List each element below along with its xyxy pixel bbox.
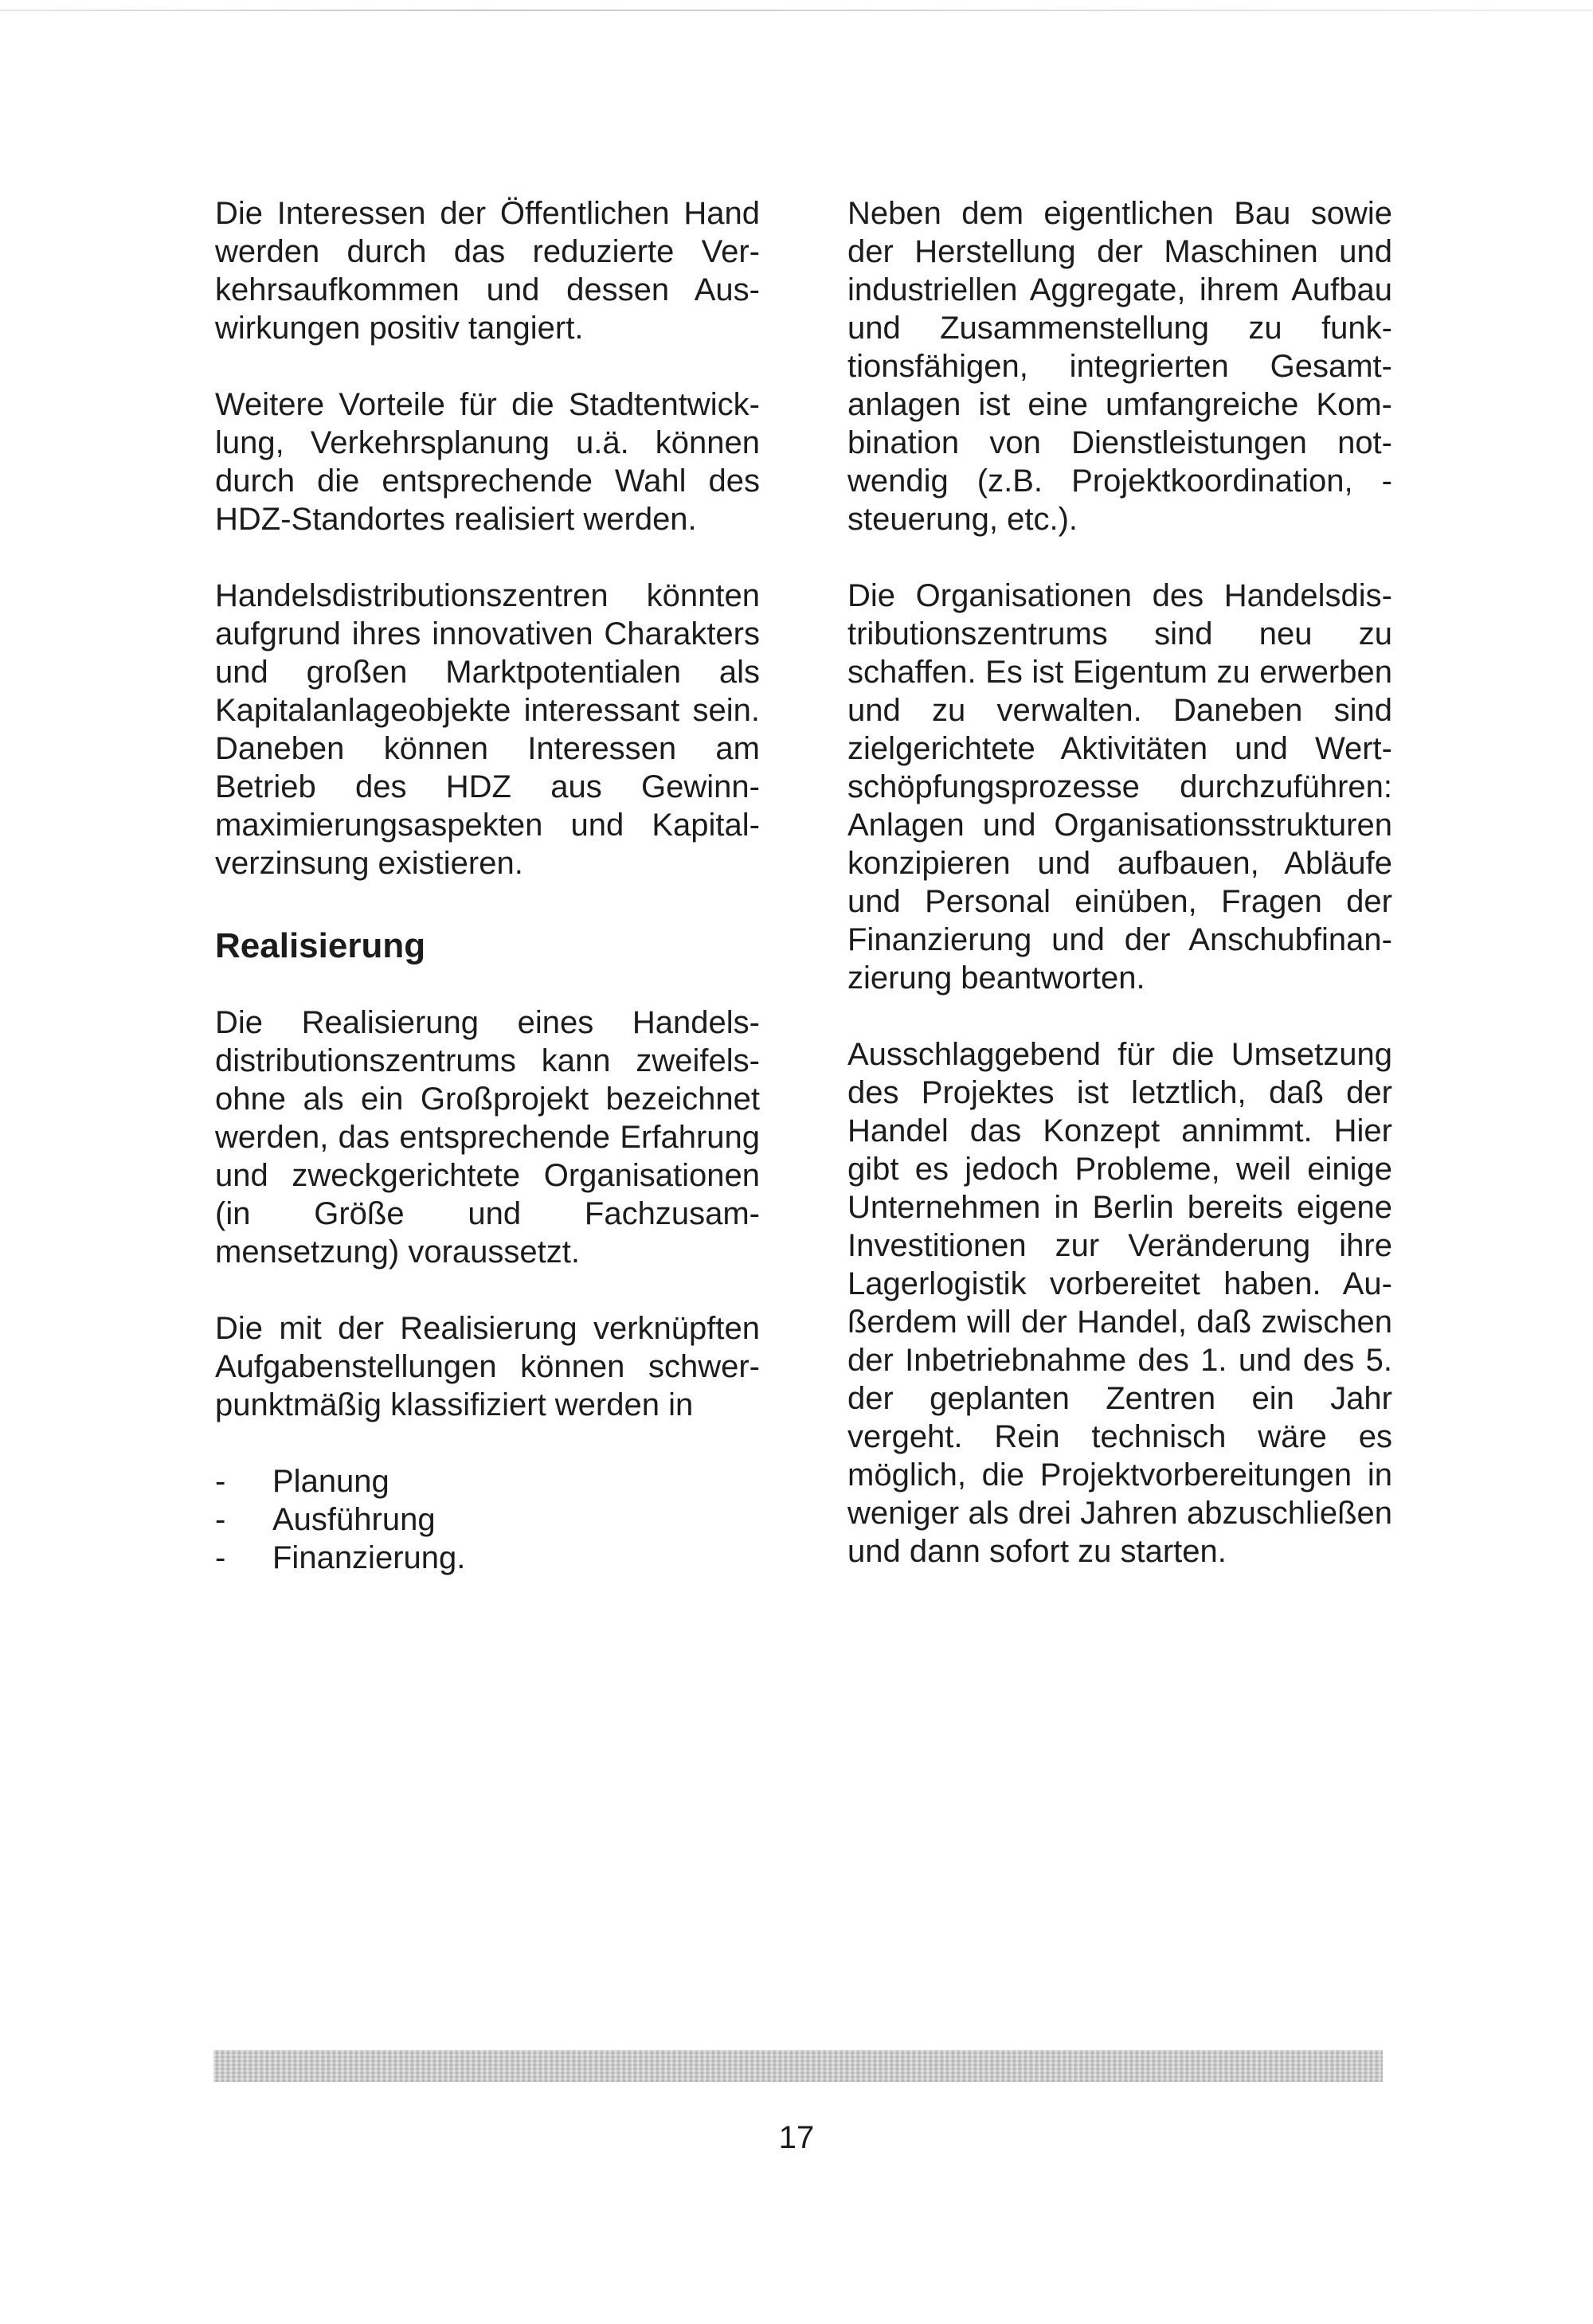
paragraph-public-interest: Die Interessen der Öffentlichen Hand werden durch das reduzierte Verkehrsaufkommen und dessen Auswirkungen positiv tangiert.: [215, 196, 760, 346]
list-item-label: Ausführung: [272, 1502, 436, 1537]
footer-texture-band: [213, 2050, 1383, 2082]
right-column: [847, 194, 1392, 1609]
scan-edge-line: [0, 10, 1593, 11]
task-list: [215, 1462, 760, 1577]
section-heading: Realisierung: [215, 926, 426, 965]
paragraph-capital-investment: Handelsdistributionszentren könnten aufgrund ihres innovativen Charakters und großen Marktpotentialen als Kapitalanlageobjekte interessant sein. Daneben können Interessen am Betrieb des HDZ aus Gewinnmaximierungsaspekten und Kapitalverzinsung existieren.: [215, 578, 760, 881]
list-marker: -: [215, 1540, 226, 1575]
paragraph-urban-benefits: Weitere Vorteile für die Stadtentwicklung, Verkehrsplanung u.ä. können durch die entsprechende Wahl des HDZ-Standortes realisiert werden.: [215, 387, 760, 537]
list-item-label: Planung: [272, 1464, 389, 1499]
paragraph-implementation: Ausschlaggebend für die Umsetzung des Projektes ist letztlich, daß der Handel das Konzept annimmt. Hier gibt es jedoch Probleme, weil einige Unternehmen in Berlin bereits eigene Investitionen zur Veränderung ihre Lagerlogistik vorbereitet haben. Außerdem will der Handel, daß zwischen der Inbetriebnahme des 1. und des 5. der geplanten Zentren ein Jahr vergeht. Rein technisch wäre es möglich, die Projektvorbereitungen in weniger als drei Jahren abzuschließen und dann sofort zu starten.: [847, 1037, 1392, 1569]
page-number: 17: [778, 2120, 815, 2155]
paragraph-organisations: Die Organisationen des Handelsdistributionszentrums sind neu zu schaffen. Es ist Eigentum zu erwerben und zu verwalten. Daneben sind zielgerichtete Aktivitäten und Wertschöpfungsprozesse durchzuführen: Anlagen und Organisationsstrukturen konzipieren und aufbauen, Abläufe und Personal einüben, Fragen der Finanzierung und der Anschubfinanzierung beantworten.: [847, 578, 1392, 996]
list-item-label: Finanzierung.: [272, 1540, 466, 1575]
list-item: [215, 1539, 760, 1577]
left-column: [215, 194, 760, 1577]
list-marker: -: [215, 1502, 226, 1537]
paragraph-task-classification: Die mit der Realisierung verknüpften Aufgabenstellungen können schwerpunktmäßig klassifiziert werden in: [215, 1311, 760, 1422]
paragraph-construction-services: Neben dem eigentlichen Bau sowie der Herstellung der Maschinen und industriellen Aggregate, ihrem Aufbau und Zusammenstellung zu funktionsfähigen, integrierten Gesamtanlagen ist eine umfangreiche Kombination von Dienstleistungen notwendig (z.B. Projektkoordination, steuerung, etc.).: [847, 196, 1392, 537]
list-item: [215, 1500, 760, 1539]
list-item: [215, 1462, 760, 1500]
list-marker: -: [215, 1464, 226, 1499]
paragraph-realisation-intro: Die Realisierung eines Handelsdistributionszentrums kann zweifelsohne als ein Großprojekt bezeichnet werden, das entsprechende Erfahrung und zweckgerichtete Organisationen (in Größe und Fachzusammensetzung) voraussetzt.: [215, 1005, 760, 1270]
